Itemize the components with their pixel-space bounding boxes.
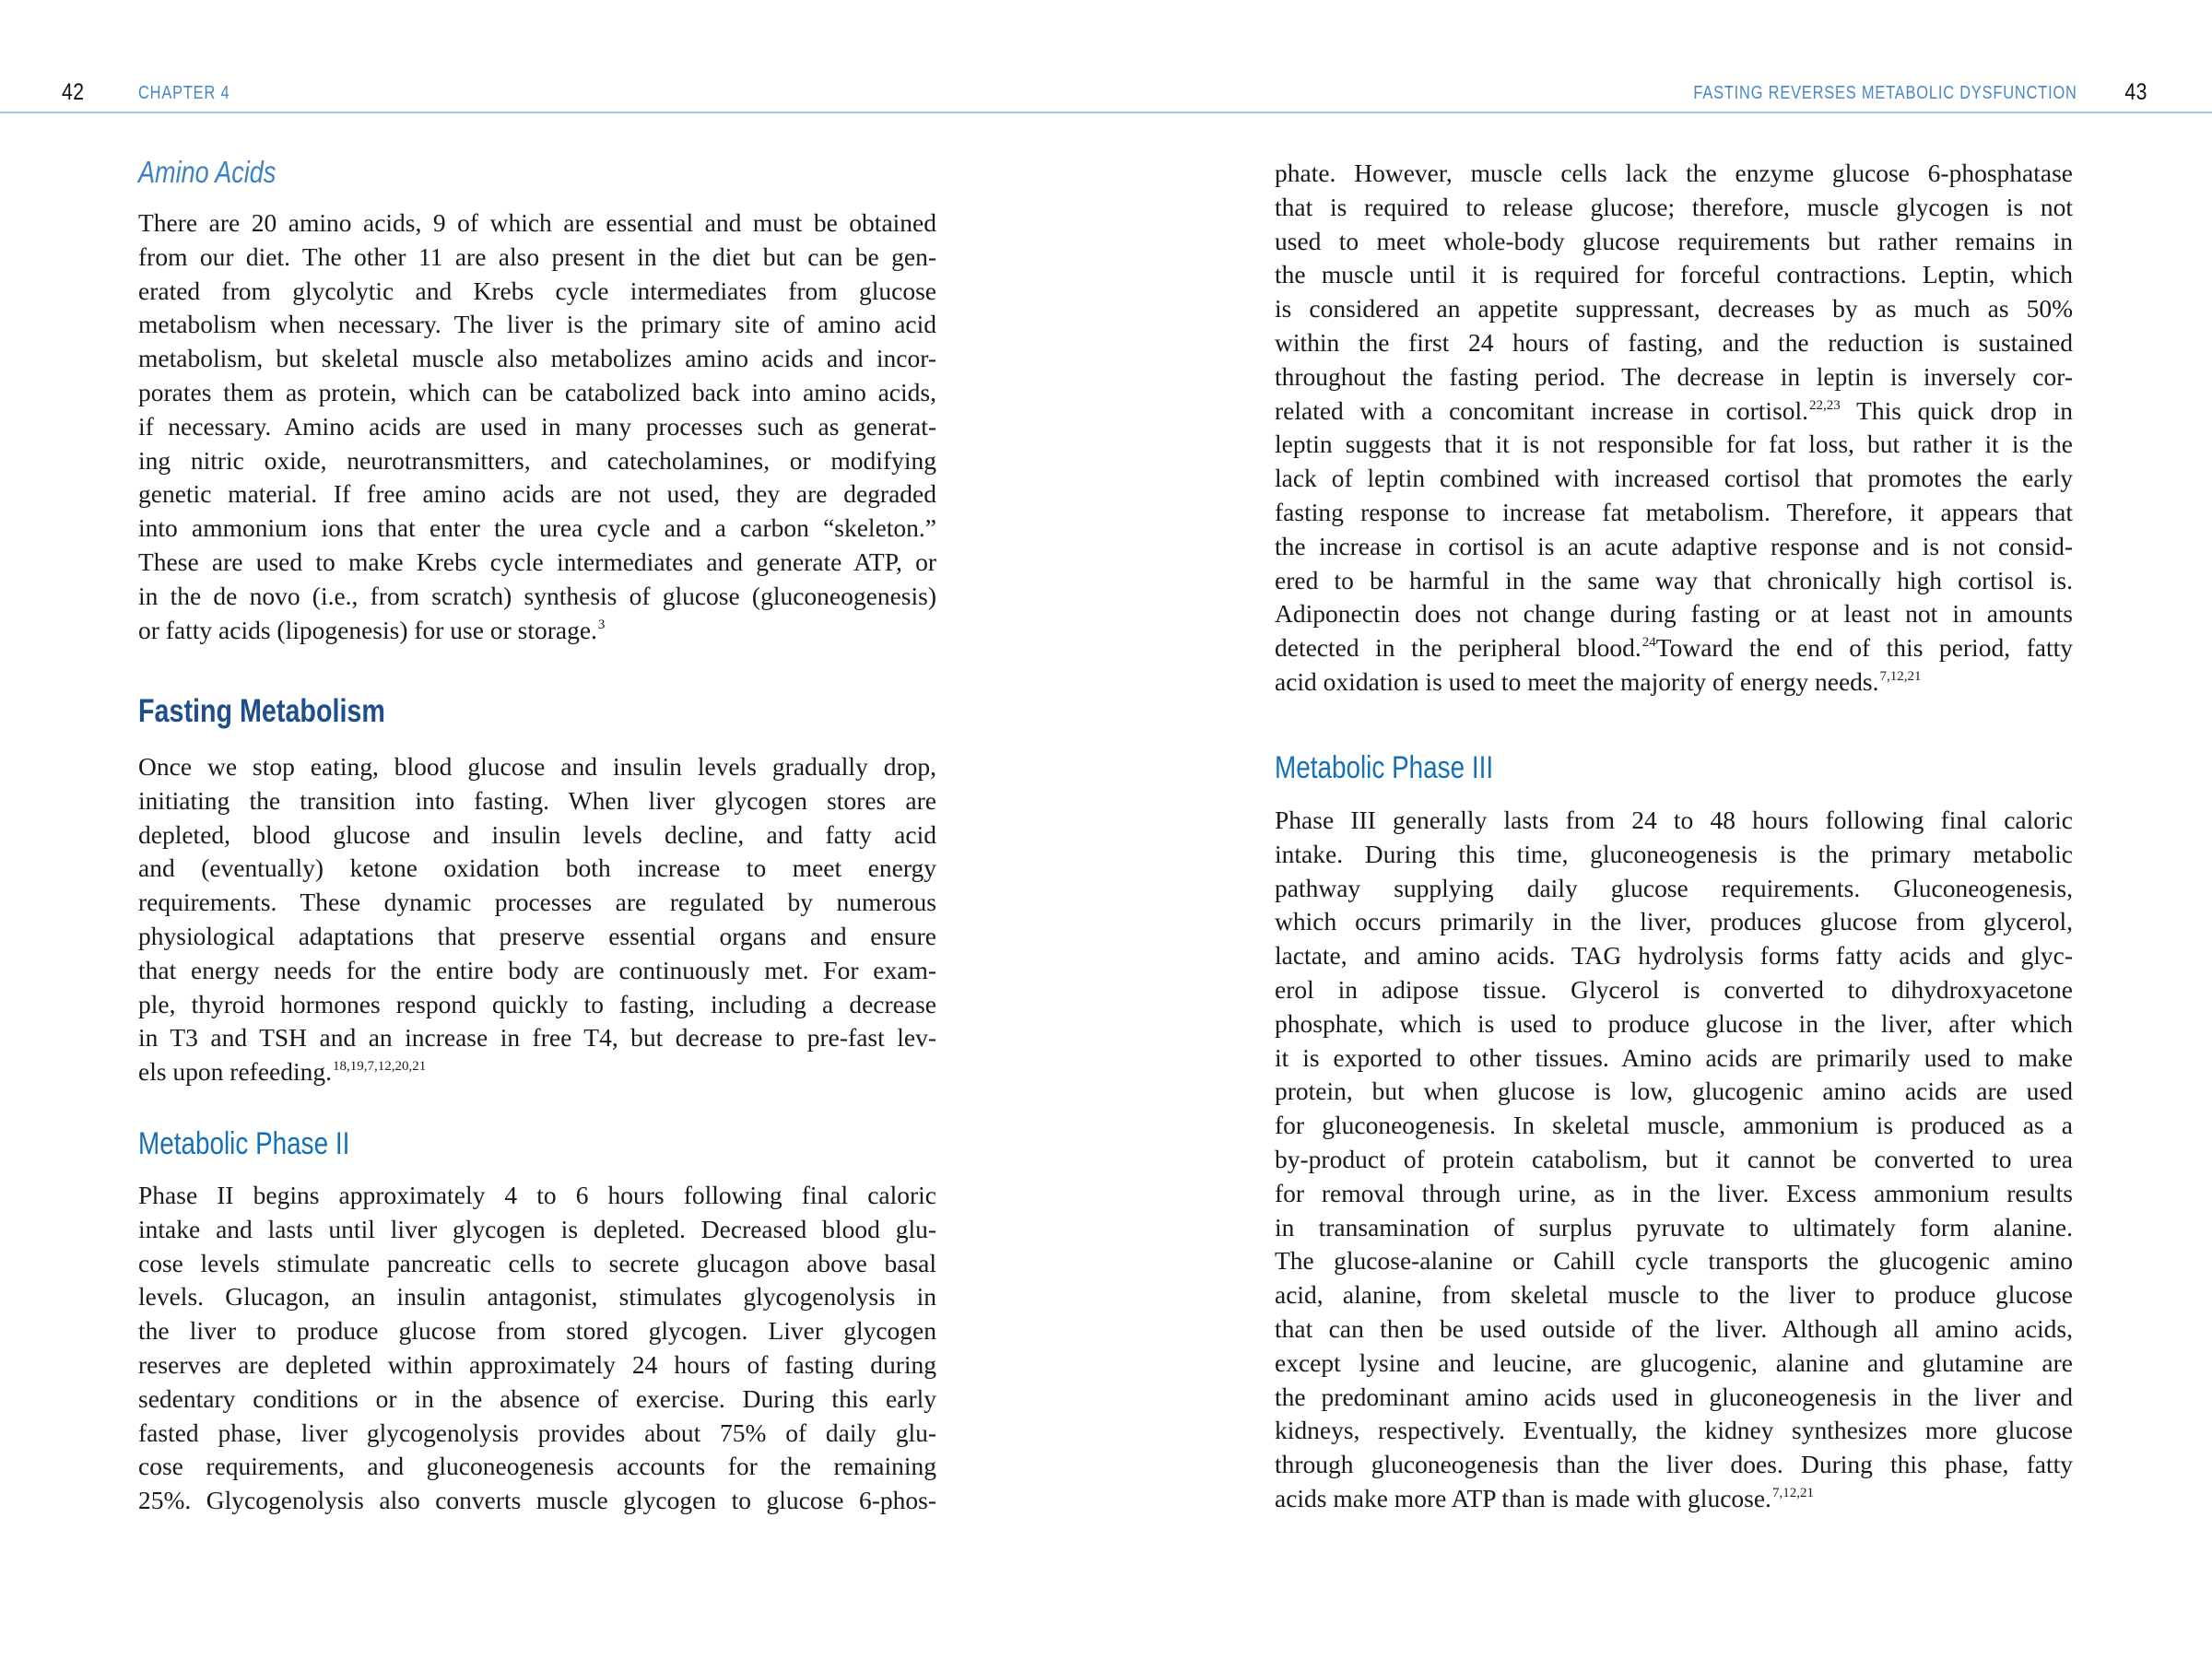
- text-line: except lysine and leucine, are glucogenic, alanine and glutamine are: [1275, 1347, 2073, 1377]
- text-line: phate. However, muscle cells lack the enzyme glucose 6-phosphatase: [1275, 159, 2073, 187]
- text-line: the increase in cortisol is an acute adaptive response and is not consid-: [1275, 531, 2073, 560]
- text-line: intake. During this time, gluconeogenesis is the primary metabolic: [1275, 839, 2073, 868]
- text-line: 25%. Glycogenolysis also converts muscle glycogen to glucose 6-phos-: [138, 1486, 936, 1515]
- text-line: sedentary conditions or in the absence of exercise. During this early: [138, 1383, 936, 1413]
- citation-superscript: 7,12,21: [1771, 1485, 1814, 1500]
- text-line: that can then be used outside of the liver. Although all amino acids,: [1275, 1313, 2073, 1343]
- text-line: protein, but when glucose is low, glucogenic amino acids are used: [1275, 1077, 2073, 1106]
- citation-superscript: 24: [1641, 635, 1656, 651]
- text-line: fasting response to increase fat metabolism. Therefore, it appears that: [1275, 497, 2073, 526]
- text-line: metabolism when necessary. The liver is the primary site of amino acid: [138, 310, 936, 339]
- text-line: that is required to release glucose; therefore, muscle glycogen is not: [1275, 192, 2073, 221]
- text-line: into ammonium ions that enter the urea cycle and a carbon “skeleton.”: [138, 513, 936, 543]
- text-line: lactate, and amino acids. TAG hydrolysis forms fatty acids and glyc-: [1275, 941, 2073, 971]
- text-line: within the first 24 hours of fasting, and the reduction is sustained: [1275, 327, 2073, 357]
- citation-superscript: 18,19,7,12,20,21: [333, 1059, 427, 1075]
- text-line: fasted phase, liver glycogenolysis provides about 75% of daily glu-: [138, 1418, 936, 1447]
- text-line: requirements. These dynamic processes are regulated by numerous: [138, 888, 936, 917]
- text-line: These are used to make Krebs cycle intermediates and generate ATP, or: [138, 547, 936, 576]
- header-rule: [0, 112, 2212, 113]
- text-line: the muscle until it is required for forceful contractions. Leptin, which: [1275, 260, 2073, 289]
- paragraph-fasting-metabolism: [138, 750, 936, 1089]
- text-line: ing nitric oxide, neurotransmitters, and catecholamines, or modifying: [138, 445, 936, 475]
- text-line: erol in adipose tissue. Glycerol is converted to dihydroxyacetone: [1275, 974, 2073, 1004]
- text-line: acids make more ATP than is made with glucose.$^{7,12,21}$: [1275, 1483, 1814, 1512]
- paragraph-amino-acids: [138, 206, 936, 647]
- text-line: physiological adaptations that preserve essential organs and ensure: [138, 921, 936, 950]
- left-running-head: CHAPTER 4: [138, 83, 230, 103]
- text-line: if necessary. Amino acids are used in many processes such as generat-: [138, 411, 936, 441]
- text-line: reserves are depleted within approximately 24 hours of fasting during: [138, 1349, 936, 1379]
- heading-metabolic-phase-iii: Metabolic Phase III: [1275, 750, 1494, 785]
- paragraph-phase-ii-continued: [1275, 157, 2073, 700]
- text-line: phosphate, which is used to produce glucose in the liver, after which: [1275, 1008, 2073, 1038]
- text-line: throughout the fasting period. The decrease in leptin is inversely cor-: [1275, 361, 2073, 391]
- text-line: in transamination of surplus pyruvate to ultimately form alanine.: [1275, 1212, 2073, 1241]
- text-line: which occurs primarily in the liver, produces glucose from glycerol,: [1275, 907, 2073, 936]
- text-line: or fatty acids (lipogenesis) for use or storage.$^3$: [138, 615, 606, 644]
- text-line: and (eventually) ketone oxidation both increase to meet energy: [138, 853, 936, 883]
- text-line: intake and lasts until liver glycogen is depleted. Decreased blood glu-: [138, 1214, 936, 1243]
- text-line: detected in the peripheral blood.$^{24}$Toward the end of this period, fatty: [1275, 633, 2073, 663]
- text-line: Once we stop eating, blood glucose and insulin levels gradually drop,: [138, 752, 936, 781]
- text-line: metabolism, but skeletal muscle also metabolizes amino acids and incor-: [138, 344, 936, 373]
- text-line: levels. Glucagon, an insulin antagonist, stimulates glycogenolysis in: [138, 1282, 936, 1312]
- text-line: pathway supplying daily glucose requirements. Gluconeogenesis,: [1275, 873, 2073, 902]
- text-line: is considered an appetite suppressant, decreases by as much as 50%: [1275, 294, 2073, 324]
- text-line: for gluconeogenesis. In skeletal muscle, ammonium is produced as a: [1275, 1111, 2073, 1140]
- paragraph-metabolic-phase-ii: [138, 1179, 936, 1518]
- text-line: There are 20 amino acids, 9 of which are essential and must be obtained: [138, 208, 936, 237]
- text-line: related with a concomitant increase in cortisol.$^{22,23}$ This quick drop in: [1275, 395, 2074, 425]
- text-line: depleted, blood glucose and insulin levels decline, and fatty acid: [138, 819, 936, 849]
- text-line: through gluconeogenesis than the liver does. During this phase, fatty: [1275, 1450, 2073, 1479]
- left-page-number: 42: [62, 79, 85, 105]
- text-line: in T3 and TSH and an increase in free T4, but decrease to pre-fast lev-: [138, 1023, 936, 1053]
- text-line: acid oxidation is used to meet the majority of energy needs.$^{7,12,21}$: [1275, 666, 1922, 696]
- text-line: cose requirements, and gluconeogenesis accounts for the remaining: [138, 1452, 936, 1481]
- text-line: the liver to produce glucose from stored glycogen. Liver glycogen: [138, 1316, 936, 1346]
- citation-superscript: 3: [597, 617, 606, 632]
- text-line: porates them as protein, which can be catabolized back into amino acids,: [138, 377, 936, 406]
- text-line: Phase II begins approximately 4 to 6 hours following final caloric: [138, 1181, 936, 1209]
- text-line: used to meet whole-body glucose requirements but rather remains in: [1275, 226, 2073, 255]
- heading-metabolic-phase-ii: Metabolic Phase II: [138, 1126, 350, 1161]
- text-line: kidneys, respectively. Eventually, the kidney synthesizes more glucose: [1275, 1416, 2073, 1445]
- text-line: genetic material. If free amino acids are not used, they are degraded: [138, 479, 936, 509]
- text-line: leptin suggests that it is not responsible for fat loss, but rather it is the: [1275, 429, 2073, 459]
- text-line: cose levels stimulate pancreatic cells to secrete glucagon above basal: [138, 1248, 936, 1277]
- text-line: erated from glycolytic and Krebs cycle intermediates from glucose: [138, 276, 936, 305]
- text-line: in the de novo (i.e., from scratch) synthesis of glucose (gluconeogenesis): [138, 581, 936, 610]
- text-line: Adiponectin does not change during fasting or at least not in amounts: [1275, 599, 2073, 629]
- citation-superscript: 7,12,21: [1879, 668, 1922, 684]
- text-line: Phase III generally lasts from 24 to 48 hours following final caloric: [1275, 806, 2073, 834]
- text-line: lack of leptin combined with increased cortisol that promotes the early: [1275, 464, 2073, 493]
- text-line: from our diet. The other 11 are also present in the diet but can be gen-: [138, 241, 936, 271]
- right-running-head: FASTING REVERSES METABOLIC DYSFUNCTION: [1693, 83, 2077, 103]
- text-line: The glucose-alanine or Cahill cycle transports the glucogenic amino: [1275, 1246, 2073, 1276]
- text-line: els upon refeeding.$^{18,19,7,12,20,21}$: [138, 1057, 427, 1087]
- text-line: for removal through urine, as in the liver. Excess ammonium results: [1275, 1178, 2073, 1207]
- text-line: it is exported to other tissues. Amino acids are primarily used to make: [1275, 1042, 2073, 1072]
- text-line: by-product of protein catabolism, but it cannot be converted to urea: [1275, 1144, 2073, 1173]
- text-line: ered to be harmful in the same way that chronically high cortisol is.: [1275, 565, 2073, 594]
- text-line: acid, alanine, from skeletal muscle to the liver to produce glucose: [1275, 1280, 2073, 1310]
- paragraph-metabolic-phase-iii: [1275, 804, 2073, 1516]
- heading-amino-acids: Amino Acids: [138, 155, 276, 189]
- citation-superscript: 22,23: [1809, 397, 1841, 413]
- heading-fasting-metabolism: Fasting Metabolism: [138, 693, 385, 729]
- right-page-number: 43: [2124, 79, 2147, 105]
- text-line: that energy needs for the entire body are continuously met. For exam-: [138, 955, 936, 984]
- text-line: ple, thyroid hormones respond quickly to fasting, including a decrease: [138, 989, 936, 1018]
- text-line: the predominant amino acids used in gluconeogenesis in the liver and: [1275, 1382, 2073, 1411]
- text-line: initiating the transition into fasting. When liver glycogen stores are: [138, 785, 936, 815]
